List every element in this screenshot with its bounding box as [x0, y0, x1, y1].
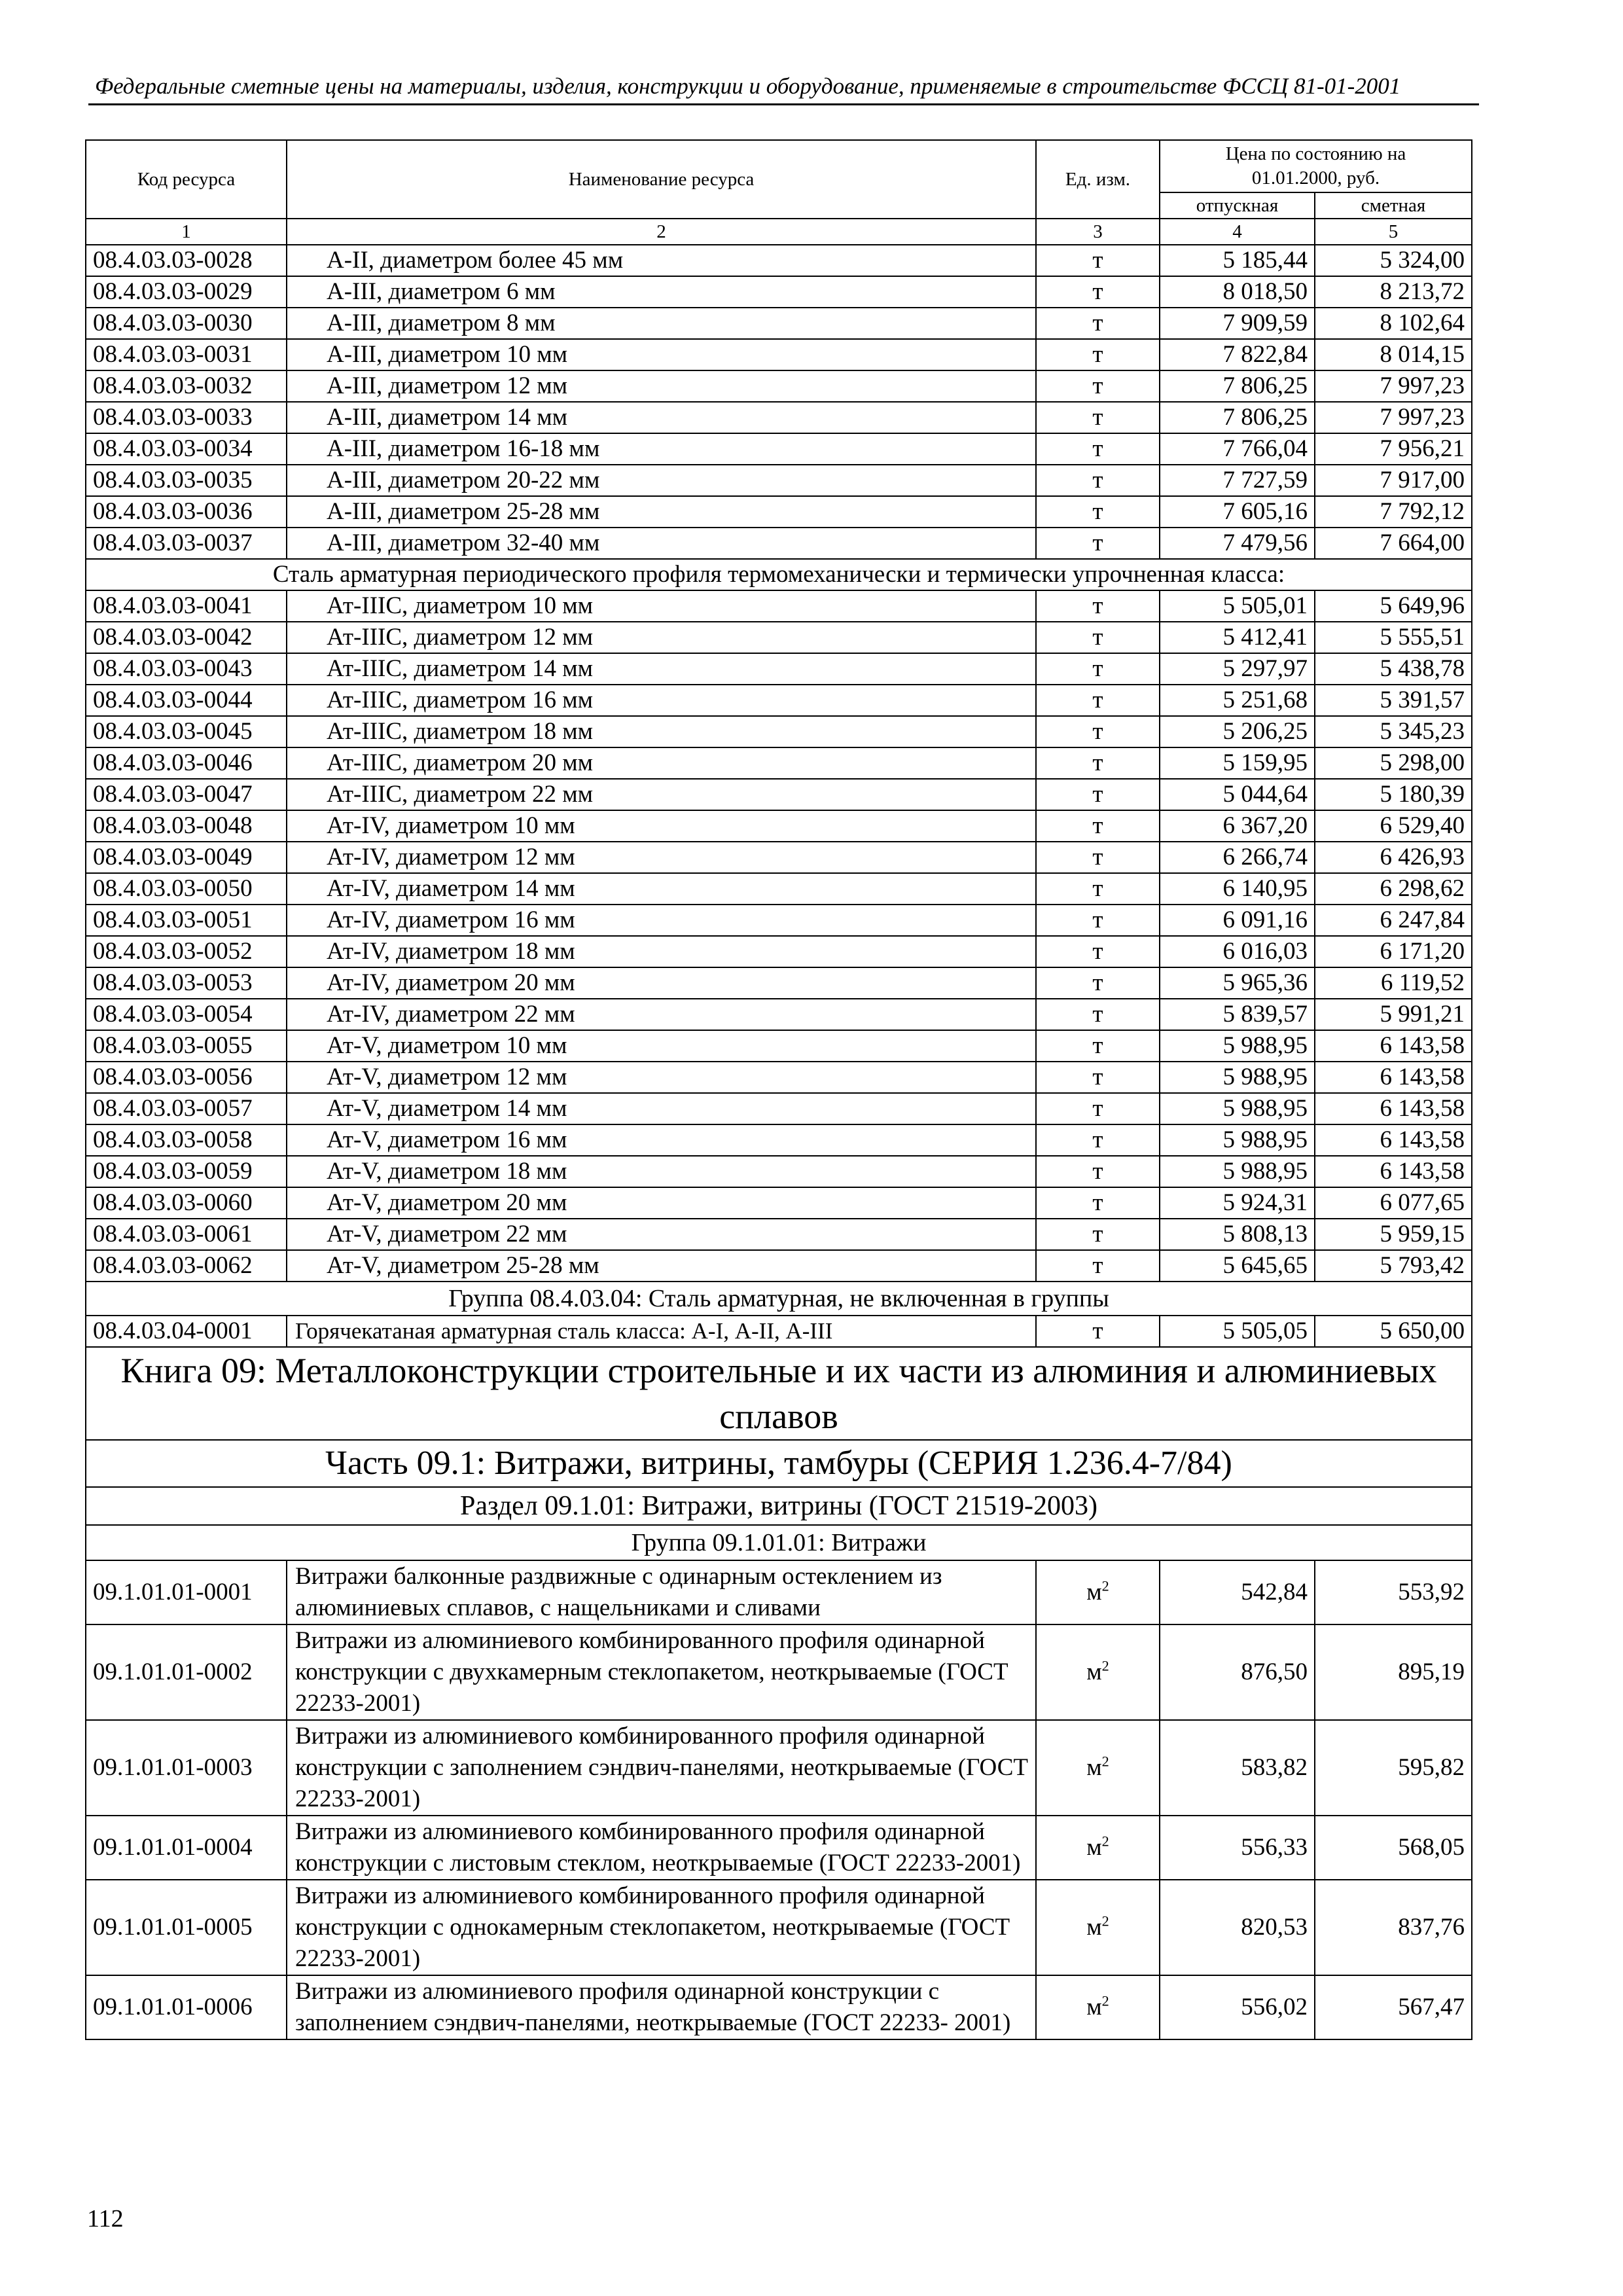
unit: т — [1036, 999, 1160, 1030]
section-heading: Раздел 09.1.01: Витражи, витрины (ГОСТ 21519-2003) — [86, 1487, 1472, 1525]
resource-code: 09.1.01.01-0002 — [86, 1624, 287, 1720]
release-price: 7 727,59 — [1160, 465, 1315, 496]
estimate-price: 6 171,20 — [1315, 936, 1472, 967]
release-price: 5 965,36 — [1160, 967, 1315, 999]
table-row — [86, 433, 1472, 465]
resource-name: А-III, диаметром 14 мм — [287, 402, 1036, 433]
estimate-price: 8 102,64 — [1315, 308, 1472, 339]
part-heading-row — [86, 1440, 1472, 1487]
unit-base: м — [1086, 1914, 1102, 1941]
table-row — [86, 747, 1472, 779]
unit — [1036, 1880, 1160, 1975]
release-price: 5 412,41 — [1160, 622, 1315, 653]
table-row — [86, 339, 1472, 370]
resource-code: 08.4.03.03-0033 — [86, 402, 287, 433]
book-heading: Книга 09: Металлоконструкции строительные и их части из алюминия и алюминиевых сплавов — [86, 1347, 1472, 1440]
unit: т — [1036, 842, 1160, 873]
resource-code: 08.4.03.03-0050 — [86, 873, 287, 905]
estimate-price: 5 298,00 — [1315, 747, 1472, 779]
resource-code: 08.4.03.03-0047 — [86, 779, 287, 810]
table-row — [86, 528, 1472, 559]
resource-name: Ат-IV, диаметром 20 мм — [287, 967, 1036, 999]
resource-name: А-II, диаметром более 45 мм — [287, 245, 1036, 276]
resource-name: Ат-IIIС, диаметром 22 мм — [287, 779, 1036, 810]
resource-name: Ат-IIIС, диаметром 16 мм — [287, 685, 1036, 716]
estimate-price: 7 917,00 — [1315, 465, 1472, 496]
resource-code: 08.4.03.04-0001 — [86, 1316, 287, 1347]
table-row — [86, 496, 1472, 528]
unit: т — [1036, 496, 1160, 528]
table-row — [86, 1030, 1472, 1062]
resource-code: 08.4.03.03-0041 — [86, 590, 287, 622]
resource-name: Ат-V, диаметром 18 мм — [287, 1156, 1036, 1187]
resource-name: А-III, диаметром 8 мм — [287, 308, 1036, 339]
release-price: 7 806,25 — [1160, 402, 1315, 433]
unit-exponent: 2 — [1101, 1833, 1109, 1850]
table-row — [86, 1816, 1472, 1880]
release-price: 5 988,95 — [1160, 1124, 1315, 1156]
release-price: 5 988,95 — [1160, 1156, 1315, 1187]
release-price: 6 367,20 — [1160, 810, 1315, 842]
unit: т — [1036, 245, 1160, 276]
resource-name: Ат-IIIС, диаметром 10 мм — [287, 590, 1036, 622]
subheading-row — [86, 559, 1472, 590]
part-heading: Часть 09.1: Витражи, витрины, тамбуры (СЕРИЯ 1.236.4-7/84) — [86, 1440, 1472, 1487]
price-table — [85, 139, 1472, 2040]
estimate-price: 6 247,84 — [1315, 905, 1472, 936]
unit: т — [1036, 276, 1160, 308]
unit: т — [1036, 370, 1160, 402]
resource-name: А-III, диаметром 25-28 мм — [287, 496, 1036, 528]
resource-name: А-III, диаметром 6 мм — [287, 276, 1036, 308]
table-row — [86, 685, 1472, 716]
resource-code: 08.4.03.03-0049 — [86, 842, 287, 873]
release-price: 556,02 — [1160, 1975, 1315, 2039]
unit: т — [1036, 905, 1160, 936]
resource-code: 09.1.01.01-0001 — [86, 1560, 287, 1624]
unit: т — [1036, 622, 1160, 653]
unit-base: м — [1086, 1834, 1102, 1861]
table-row — [86, 1624, 1472, 1720]
release-price: 542,84 — [1160, 1560, 1315, 1624]
table-row — [86, 999, 1472, 1030]
group-heading-08-4-03-04: Группа 08.4.03.04: Сталь арматурная, не включенная в группы — [86, 1282, 1472, 1316]
estimate-price: 595,82 — [1315, 1720, 1472, 1816]
unit: т — [1036, 528, 1160, 559]
unit — [1036, 1975, 1160, 2039]
estimate-price: 7 997,23 — [1315, 370, 1472, 402]
resource-name: Ат-V, диаметром 20 мм — [287, 1187, 1036, 1219]
estimate-price: 6 426,93 — [1315, 842, 1472, 873]
resource-code: 08.4.03.03-0059 — [86, 1156, 287, 1187]
release-price: 6 140,95 — [1160, 873, 1315, 905]
estimate-price: 6 529,40 — [1315, 810, 1472, 842]
table-row — [86, 716, 1472, 747]
table-row — [86, 465, 1472, 496]
subheading: Сталь арматурная периодического профиля термомеханически и термически упрочненная класса: — [86, 559, 1472, 590]
table-row — [86, 590, 1472, 622]
unit: т — [1036, 1062, 1160, 1093]
resource-name: А-III, диаметром 16-18 мм — [287, 433, 1036, 465]
resource-name: А-III, диаметром 32-40 мм — [287, 528, 1036, 559]
release-price: 7 605,16 — [1160, 496, 1315, 528]
estimate-price: 7 664,00 — [1315, 528, 1472, 559]
release-price: 6 016,03 — [1160, 936, 1315, 967]
unit-base: м — [1086, 1579, 1102, 1605]
release-price: 5 988,95 — [1160, 1062, 1315, 1093]
resource-name: А-III, диаметром 20-22 мм — [287, 465, 1036, 496]
release-price: 583,82 — [1160, 1720, 1315, 1816]
resource-code: 08.4.03.03-0043 — [86, 653, 287, 685]
unit: т — [1036, 810, 1160, 842]
resource-code: 08.4.03.03-0062 — [86, 1250, 287, 1282]
release-price: 5 251,68 — [1160, 685, 1315, 716]
unit: т — [1036, 1316, 1160, 1347]
table-row — [86, 873, 1472, 905]
estimate-price: 7 792,12 — [1315, 496, 1472, 528]
table-row — [86, 402, 1472, 433]
estimate-price: 5 438,78 — [1315, 653, 1472, 685]
unit: т — [1036, 653, 1160, 685]
estimate-price: 6 119,52 — [1315, 967, 1472, 999]
estimate-price: 6 143,58 — [1315, 1062, 1472, 1093]
estimate-price: 6 298,62 — [1315, 873, 1472, 905]
table-row — [86, 308, 1472, 339]
section-heading-row — [86, 1487, 1472, 1525]
resource-code: 09.1.01.01-0006 — [86, 1975, 287, 2039]
resource-code: 08.4.03.03-0058 — [86, 1124, 287, 1156]
unit: т — [1036, 936, 1160, 967]
unit: т — [1036, 308, 1160, 339]
estimate-price: 8 014,15 — [1315, 339, 1472, 370]
release-price: 7 479,56 — [1160, 528, 1315, 559]
resource-code: 08.4.03.03-0056 — [86, 1062, 287, 1093]
estimate-price: 6 143,58 — [1315, 1156, 1472, 1187]
group-heading-09-1-01-01: Группа 09.1.01.01: Витражи — [86, 1525, 1472, 1560]
resource-code: 08.4.03.03-0045 — [86, 716, 287, 747]
resource-code: 08.4.03.03-0048 — [86, 810, 287, 842]
estimate-price: 895,19 — [1315, 1624, 1472, 1720]
table-row — [86, 653, 1472, 685]
resource-name: Ат-IV, диаметром 18 мм — [287, 936, 1036, 967]
column-number: 3 — [1036, 219, 1160, 245]
resource-name: Ат-IV, диаметром 12 мм — [287, 842, 1036, 873]
table-row — [86, 1560, 1472, 1624]
resource-name: Витражи из алюминиевого профиля одинарной конструкции с заполнением сэндвич-панелями, неоткрываемые (ГОСТ 22233- 2001) — [287, 1975, 1036, 2039]
estimate-price: 837,76 — [1315, 1880, 1472, 1975]
resource-name: Горячекатаная арматурная сталь класса: А-I, А-II, А-III — [287, 1316, 1036, 1347]
unit-exponent: 2 — [1101, 1657, 1109, 1674]
resource-code: 08.4.03.03-0057 — [86, 1093, 287, 1124]
unit: т — [1036, 1219, 1160, 1250]
estimate-price: 5 180,39 — [1315, 779, 1472, 810]
release-price: 5 044,64 — [1160, 779, 1315, 810]
unit: т — [1036, 967, 1160, 999]
estimate-price: 5 650,00 — [1315, 1316, 1472, 1347]
table-row — [86, 245, 1472, 276]
resource-code: 09.1.01.01-0005 — [86, 1880, 287, 1975]
release-price: 5 988,95 — [1160, 1093, 1315, 1124]
estimate-price: 8 213,72 — [1315, 276, 1472, 308]
resource-code: 08.4.03.03-0046 — [86, 747, 287, 779]
table-row — [86, 370, 1472, 402]
release-price: 5 185,44 — [1160, 245, 1315, 276]
resource-code: 08.4.03.03-0053 — [86, 967, 287, 999]
unit: т — [1036, 433, 1160, 465]
resource-name: Ат-IV, диаметром 14 мм — [287, 873, 1036, 905]
table-body — [86, 219, 1472, 2039]
group-heading-08-4-03-04-row — [86, 1282, 1472, 1316]
resource-code: 08.4.03.03-0052 — [86, 936, 287, 967]
column-number: 5 — [1315, 219, 1472, 245]
resource-name: Ат-IIIС, диаметром 14 мм — [287, 653, 1036, 685]
resource-code: 09.1.01.01-0004 — [86, 1816, 287, 1880]
resource-name: Ат-IV, диаметром 22 мм — [287, 999, 1036, 1030]
resource-name: Ат-IIIС, диаметром 12 мм — [287, 622, 1036, 653]
group-heading-09-1-01-01-row — [86, 1525, 1472, 1560]
unit-exponent: 2 — [1101, 1992, 1109, 2009]
resource-code: 09.1.01.01-0003 — [86, 1720, 287, 1816]
release-price: 556,33 — [1160, 1816, 1315, 1880]
header-estimate-price: сметная — [1315, 192, 1472, 219]
unit: т — [1036, 779, 1160, 810]
resource-code: 08.4.03.03-0029 — [86, 276, 287, 308]
resource-code: 08.4.03.03-0044 — [86, 685, 287, 716]
unit-base: м — [1086, 1659, 1102, 1685]
release-price: 6 091,16 — [1160, 905, 1315, 936]
table-row — [86, 810, 1472, 842]
resource-code: 08.4.03.03-0036 — [86, 496, 287, 528]
running-header: Федеральные сметные цены на материалы, изделия, конструкции и оборудование, применяемые в строительстве ФССЦ 81-01-2001 — [88, 73, 1479, 105]
resource-name: Витражи из алюминиевого комбинированного профиля одинарной конструкции с однокамерным стеклопакетом, неоткрываемые (ГОСТ 22233-2001) — [287, 1880, 1036, 1975]
resource-code: 08.4.03.03-0035 — [86, 465, 287, 496]
table-row — [86, 622, 1472, 653]
release-price: 5 505,05 — [1160, 1316, 1315, 1347]
estimate-price: 6 143,58 — [1315, 1030, 1472, 1062]
unit: т — [1036, 1187, 1160, 1219]
resource-name: Ат-V, диаметром 10 мм — [287, 1030, 1036, 1062]
unit — [1036, 1816, 1160, 1880]
resource-code: 08.4.03.03-0028 — [86, 245, 287, 276]
resource-code: 08.4.03.03-0032 — [86, 370, 287, 402]
resource-name: Ат-V, диаметром 16 мм — [287, 1124, 1036, 1156]
estimate-price: 5 959,15 — [1315, 1219, 1472, 1250]
release-price: 5 839,57 — [1160, 999, 1315, 1030]
column-number-row — [86, 219, 1472, 245]
release-price: 6 266,74 — [1160, 842, 1315, 873]
table-row — [86, 1219, 1472, 1250]
estimate-price: 5 991,21 — [1315, 999, 1472, 1030]
release-price: 7 766,04 — [1160, 433, 1315, 465]
release-price: 5 808,13 — [1160, 1219, 1315, 1250]
release-price: 5 988,95 — [1160, 1030, 1315, 1062]
table-row — [86, 967, 1472, 999]
unit-exponent: 2 — [1101, 1912, 1109, 1929]
table-row — [86, 1156, 1472, 1187]
resource-name: Витражи из алюминиевого комбинированного профиля одинарной конструкции с листовым стеклом, неоткрываемые (ГОСТ 22233-2001) — [287, 1816, 1036, 1880]
release-price: 820,53 — [1160, 1880, 1315, 1975]
estimate-price: 6 143,58 — [1315, 1124, 1472, 1156]
resource-name: А-III, диаметром 12 мм — [287, 370, 1036, 402]
release-price: 5 924,31 — [1160, 1187, 1315, 1219]
table-row — [86, 276, 1472, 308]
unit — [1036, 1624, 1160, 1720]
table-row — [86, 1093, 1472, 1124]
unit: т — [1036, 339, 1160, 370]
resource-code: 08.4.03.03-0051 — [86, 905, 287, 936]
unit: т — [1036, 465, 1160, 496]
unit: т — [1036, 1093, 1160, 1124]
page-number: 112 — [87, 2205, 124, 2233]
header-unit: Ед. изм. — [1036, 140, 1160, 219]
header-name: Наименование ресурса — [287, 140, 1036, 219]
table-row — [86, 1880, 1472, 1975]
resource-name: Ат-IIIС, диаметром 18 мм — [287, 716, 1036, 747]
column-number: 4 — [1160, 219, 1315, 245]
resource-code: 08.4.03.03-0031 — [86, 339, 287, 370]
header-code: Код ресурса — [86, 140, 287, 219]
release-price: 7 822,84 — [1160, 339, 1315, 370]
estimate-price: 553,92 — [1315, 1560, 1472, 1624]
table-row — [86, 1124, 1472, 1156]
unit: т — [1036, 873, 1160, 905]
resource-code: 08.4.03.03-0034 — [86, 433, 287, 465]
unit: т — [1036, 1124, 1160, 1156]
column-number: 2 — [287, 219, 1036, 245]
estimate-price: 567,47 — [1315, 1975, 1472, 2039]
unit: т — [1036, 590, 1160, 622]
estimate-price: 5 793,42 — [1315, 1250, 1472, 1282]
resource-code: 08.4.03.03-0030 — [86, 308, 287, 339]
estimate-price: 5 391,57 — [1315, 685, 1472, 716]
resource-code: 08.4.03.03-0037 — [86, 528, 287, 559]
release-price: 5 159,95 — [1160, 747, 1315, 779]
header-price-group: Цена по состоянию на 01.01.2000, руб. — [1160, 140, 1472, 192]
table-row — [86, 1062, 1472, 1093]
unit-exponent: 2 — [1101, 1753, 1109, 1770]
table-row — [86, 905, 1472, 936]
unit: т — [1036, 1250, 1160, 1282]
unit-base: м — [1086, 1994, 1102, 2020]
resource-name: Ат-V, диаметром 14 мм — [287, 1093, 1036, 1124]
release-price: 7 806,25 — [1160, 370, 1315, 402]
resource-name: Витражи балконные раздвижные с одинарным остеклением из алюминиевых сплавов, с нащельниками и сливами — [287, 1560, 1036, 1624]
table-row — [86, 842, 1472, 873]
resource-name: Ат-V, диаметром 22 мм — [287, 1219, 1036, 1250]
estimate-price: 5 345,23 — [1315, 716, 1472, 747]
table-row — [86, 1187, 1472, 1219]
book-heading-row — [86, 1347, 1472, 1440]
resource-name: Ат-V, диаметром 25-28 мм — [287, 1250, 1036, 1282]
unit-base: м — [1086, 1754, 1102, 1781]
table-row — [86, 779, 1472, 810]
resource-code: 08.4.03.03-0061 — [86, 1219, 287, 1250]
unit: т — [1036, 747, 1160, 779]
table-row — [86, 1250, 1472, 1282]
resource-name: Витражи из алюминиевого комбинированного профиля одинарной конструкции с заполнением сэндвич-панелями, неоткрываемые (ГОСТ 22233-2001) — [287, 1720, 1036, 1816]
resource-name: Ат-V, диаметром 12 мм — [287, 1062, 1036, 1093]
unit — [1036, 1720, 1160, 1816]
unit: т — [1036, 1030, 1160, 1062]
unit: т — [1036, 402, 1160, 433]
release-price: 8 018,50 — [1160, 276, 1315, 308]
unit-exponent: 2 — [1101, 1577, 1109, 1594]
table-row — [86, 1975, 1472, 2039]
release-price: 7 909,59 — [1160, 308, 1315, 339]
release-price: 5 645,65 — [1160, 1250, 1315, 1282]
table-row — [86, 936, 1472, 967]
resource-name: Ат-IIIС, диаметром 20 мм — [287, 747, 1036, 779]
unit: т — [1036, 716, 1160, 747]
estimate-price: 7 956,21 — [1315, 433, 1472, 465]
estimate-price: 6 077,65 — [1315, 1187, 1472, 1219]
release-price: 5 297,97 — [1160, 653, 1315, 685]
resource-code: 08.4.03.03-0054 — [86, 999, 287, 1030]
resource-code: 08.4.03.03-0060 — [86, 1187, 287, 1219]
release-price: 5 505,01 — [1160, 590, 1315, 622]
unit: т — [1036, 1156, 1160, 1187]
estimate-price: 5 555,51 — [1315, 622, 1472, 653]
estimate-price: 6 143,58 — [1315, 1093, 1472, 1124]
resource-code: 08.4.03.03-0055 — [86, 1030, 287, 1062]
unit: т — [1036, 685, 1160, 716]
column-number: 1 — [86, 219, 287, 245]
release-price: 5 206,25 — [1160, 716, 1315, 747]
table-row — [86, 1316, 1472, 1347]
release-price: 876,50 — [1160, 1624, 1315, 1720]
unit — [1036, 1560, 1160, 1624]
resource-name: Ат-IV, диаметром 16 мм — [287, 905, 1036, 936]
estimate-price: 568,05 — [1315, 1816, 1472, 1880]
estimate-price: 5 324,00 — [1315, 245, 1472, 276]
header-release-price: отпускная — [1160, 192, 1315, 219]
estimate-price: 7 997,23 — [1315, 402, 1472, 433]
resource-code: 08.4.03.03-0042 — [86, 622, 287, 653]
estimate-price: 5 649,96 — [1315, 590, 1472, 622]
resource-name: Ат-IV, диаметром 10 мм — [287, 810, 1036, 842]
resource-name: А-III, диаметром 10 мм — [287, 339, 1036, 370]
table-row — [86, 1720, 1472, 1816]
resource-name: Витражи из алюминиевого комбинированного профиля одинарной конструкции с двухкамерным стеклопакетом, неоткрываемые (ГОСТ 22233-2001) — [287, 1624, 1036, 1720]
